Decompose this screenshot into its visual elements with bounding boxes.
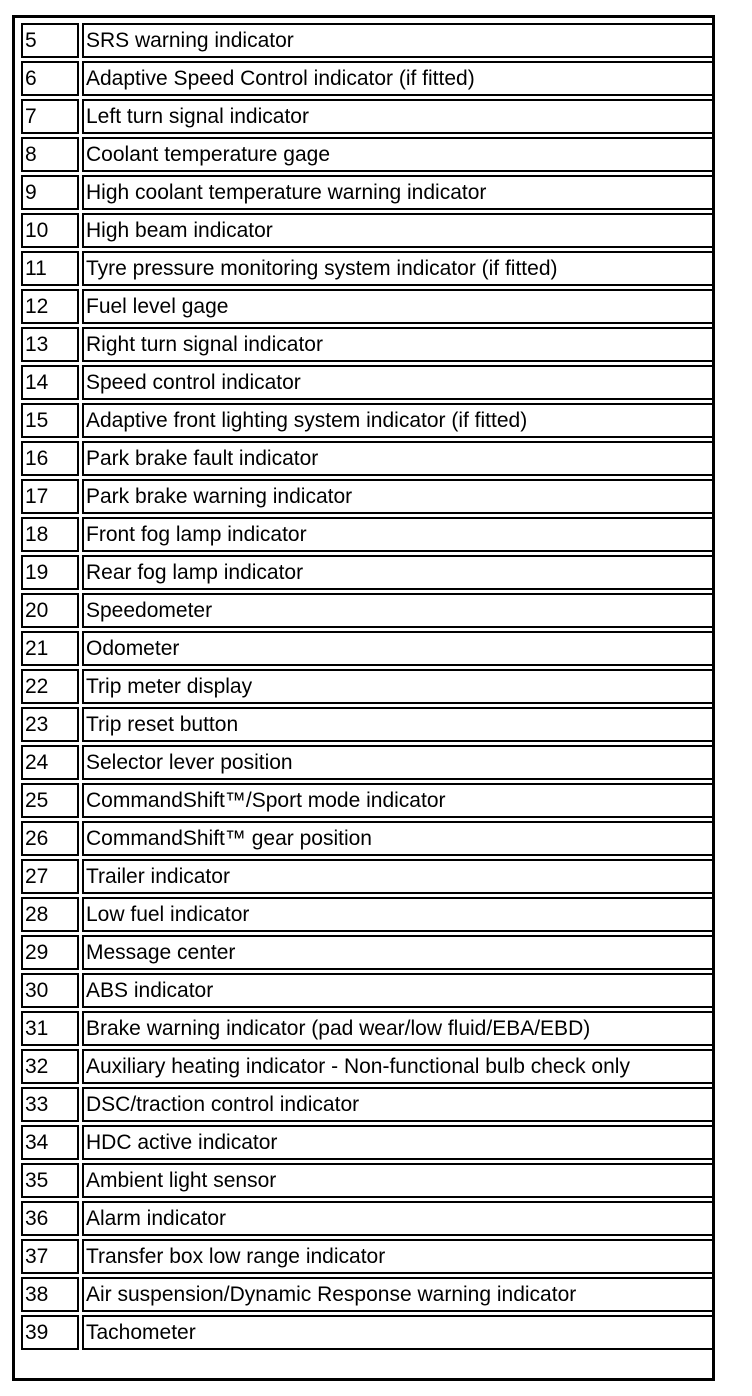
- legend-table-body: [21, 23, 715, 1350]
- item-description-cell: Message center: [82, 935, 715, 970]
- table-row: [21, 555, 715, 590]
- item-number-cell: 8: [21, 137, 79, 172]
- item-description-cell: Speed control indicator: [82, 365, 715, 400]
- item-description-cell: Speedometer: [82, 593, 715, 628]
- item-description-cell: Coolant temperature gage: [82, 137, 715, 172]
- item-number-cell: 39: [21, 1315, 79, 1350]
- item-number-cell: 26: [21, 821, 79, 856]
- item-number-cell: 27: [21, 859, 79, 894]
- item-number-cell: 13: [21, 327, 79, 362]
- table-row: [21, 1201, 715, 1236]
- item-description-cell: Left turn signal indicator: [82, 99, 715, 134]
- table-row: [21, 745, 715, 780]
- item-number-cell: 21: [21, 631, 79, 666]
- table-row: [21, 707, 715, 742]
- table-row: [21, 289, 715, 324]
- item-description-cell: Auxiliary heating indicator - Non-functional bulb check only: [82, 1049, 715, 1084]
- table-row: [21, 213, 715, 248]
- table-row: [21, 327, 715, 362]
- item-description-cell: Fuel level gage: [82, 289, 715, 324]
- table-row: [21, 935, 715, 970]
- table-row: [21, 1277, 715, 1312]
- table-row: [21, 1163, 715, 1198]
- item-number-cell: 31: [21, 1011, 79, 1046]
- table-row: [21, 973, 715, 1008]
- item-description-cell: Selector lever position: [82, 745, 715, 780]
- item-number-cell: 22: [21, 669, 79, 704]
- item-number-cell: 32: [21, 1049, 79, 1084]
- table-row: [21, 365, 715, 400]
- item-number-cell: 14: [21, 365, 79, 400]
- item-description-cell: Trailer indicator: [82, 859, 715, 894]
- item-description-cell: HDC active indicator: [82, 1125, 715, 1160]
- item-description-cell: Ambient light sensor: [82, 1163, 715, 1198]
- item-number-cell: 11: [21, 251, 79, 286]
- table-row: [21, 479, 715, 514]
- item-number-cell: 18: [21, 517, 79, 552]
- item-description-cell: Brake warning indicator (pad wear/low fluid/EBA/EBD): [82, 1011, 715, 1046]
- item-number-cell: 36: [21, 1201, 79, 1236]
- table-row: [21, 251, 715, 286]
- item-description-cell: ABS indicator: [82, 973, 715, 1008]
- item-description-cell: DSC/traction control indicator: [82, 1087, 715, 1122]
- item-description-cell: Adaptive front lighting system indicator (if fitted): [82, 403, 715, 438]
- item-description-cell: Low fuel indicator: [82, 897, 715, 932]
- item-number-cell: 10: [21, 213, 79, 248]
- item-number-cell: 35: [21, 1163, 79, 1198]
- table-row: [21, 403, 715, 438]
- item-number-cell: 38: [21, 1277, 79, 1312]
- item-number-cell: 24: [21, 745, 79, 780]
- table-row: [21, 783, 715, 818]
- item-number-cell: 5: [21, 23, 79, 58]
- item-number-cell: 7: [21, 99, 79, 134]
- table-row: [21, 631, 715, 666]
- item-description-cell: CommandShift™/Sport mode indicator: [82, 783, 715, 818]
- item-description-cell: Air suspension/Dynamic Response warning indicator: [82, 1277, 715, 1312]
- table-row: [21, 441, 715, 476]
- item-number-cell: 29: [21, 935, 79, 970]
- item-description-cell: High beam indicator: [82, 213, 715, 248]
- item-number-cell: 16: [21, 441, 79, 476]
- table-row: [21, 137, 715, 172]
- item-number-cell: 20: [21, 593, 79, 628]
- item-number-cell: 33: [21, 1087, 79, 1122]
- table-row: [21, 23, 715, 58]
- instrument-legend-table: [18, 20, 718, 1353]
- item-number-cell: 34: [21, 1125, 79, 1160]
- item-description-cell: High coolant temperature warning indicator: [82, 175, 715, 210]
- item-description-cell: Park brake warning indicator: [82, 479, 715, 514]
- item-number-cell: 6: [21, 61, 79, 96]
- item-description-cell: Trip reset button: [82, 707, 715, 742]
- item-description-cell: Park brake fault indicator: [82, 441, 715, 476]
- table-row: [21, 859, 715, 894]
- item-number-cell: 23: [21, 707, 79, 742]
- table-row: [21, 1011, 715, 1046]
- item-number-cell: 28: [21, 897, 79, 932]
- item-description-cell: Tyre pressure monitoring system indicator (if fitted): [82, 251, 715, 286]
- item-number-cell: 19: [21, 555, 79, 590]
- item-number-cell: 37: [21, 1239, 79, 1274]
- item-description-cell: CommandShift™ gear position: [82, 821, 715, 856]
- item-number-cell: 25: [21, 783, 79, 818]
- item-description-cell: Trip meter display: [82, 669, 715, 704]
- table-row: [21, 61, 715, 96]
- item-description-cell: Rear fog lamp indicator: [82, 555, 715, 590]
- table-row: [21, 1239, 715, 1274]
- item-description-cell: Front fog lamp indicator: [82, 517, 715, 552]
- item-description-cell: Adaptive Speed Control indicator (if fitted): [82, 61, 715, 96]
- item-number-cell: 12: [21, 289, 79, 324]
- item-number-cell: 9: [21, 175, 79, 210]
- item-description-cell: Tachometer: [82, 1315, 715, 1350]
- table-row: [21, 593, 715, 628]
- table-row: [21, 1049, 715, 1084]
- table-row: [21, 897, 715, 932]
- item-description-cell: Alarm indicator: [82, 1201, 715, 1236]
- item-description-cell: Right turn signal indicator: [82, 327, 715, 362]
- item-description-cell: SRS warning indicator: [82, 23, 715, 58]
- item-number-cell: 30: [21, 973, 79, 1008]
- table-row: [21, 1125, 715, 1160]
- item-number-cell: 15: [21, 403, 79, 438]
- table-row: [21, 517, 715, 552]
- table-row: [21, 99, 715, 134]
- table-row: [21, 821, 715, 856]
- table-row: [21, 1087, 715, 1122]
- table-row: [21, 175, 715, 210]
- table-row: [21, 669, 715, 704]
- item-description-cell: Transfer box low range indicator: [82, 1239, 715, 1274]
- table-row: [21, 1315, 715, 1350]
- item-description-cell: Odometer: [82, 631, 715, 666]
- legend-table-frame: [12, 15, 715, 1381]
- item-number-cell: 17: [21, 479, 79, 514]
